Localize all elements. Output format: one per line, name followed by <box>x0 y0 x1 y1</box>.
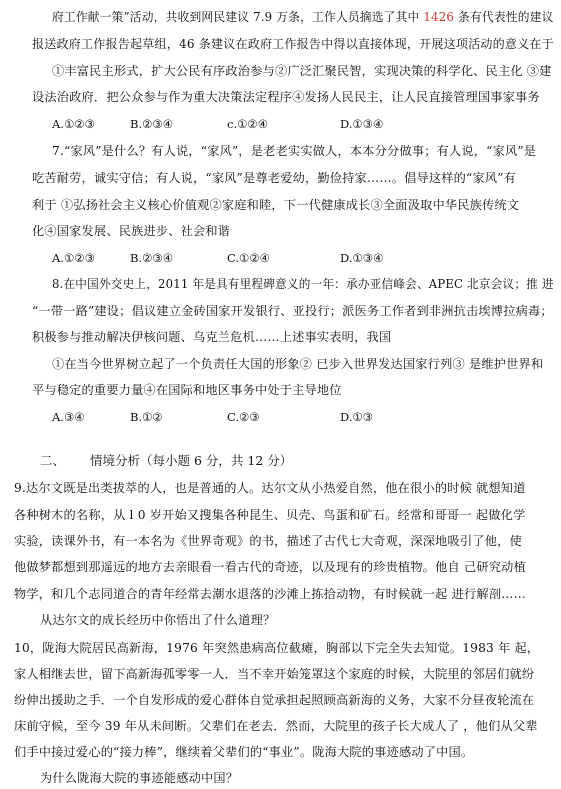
q9-question: 从达尔文的成长经历中你悟出了什么道理？ <box>40 613 276 627</box>
q9-line-2: 各种树木的名称，从 l 0 岁开始又搜集各种昆生、贝壳、鸟蛋和矿石。经常和哥哥一 起做化学 <box>14 508 526 522</box>
option-a: A.①②③ <box>52 117 95 131</box>
option-b: B.①② <box>130 410 163 424</box>
q6-line-4: 设法治政府．把公众参与作为重大决策法定程序④发扬人民民主，让人民直接管理国事家事务 <box>32 90 540 104</box>
q7-line-2: 吃苦耐劳，诚实守信；有人说，“家风”是尊老爱幼，勤俭持家……。倡导这样的“家风”有 <box>32 171 517 185</box>
q7-line-4: 化④国家发展、民族进步、社会和谐 <box>32 224 231 238</box>
option-c: C.①②④ <box>227 251 270 265</box>
q7-line-1: 7.“家风”是什么？有人说，“家风”，是老老实实做人，本本分分做事；有人说，“家风”是 <box>52 144 537 158</box>
q6-line-2: 报送政府工作报告起草组，46 条建议在政府工作报告中得以直接体现，开展这项活动的意义在于 <box>32 37 554 51</box>
option-d: D.①③ <box>340 410 374 424</box>
q10-question: 为什么陇海大院的事迹能感动中国？ <box>40 771 239 785</box>
option-b: B.②③④ <box>130 117 174 131</box>
highlighted-number: 1426 <box>423 10 455 24</box>
q10-line-1: 10，陇海大院居民高新海，1976 年突然患病高位截瘫，胸部以下完全失去知觉。1983 年 起， <box>14 641 540 655</box>
section-title: 情境分析（每小题 6 分，共 12 分） <box>90 453 293 468</box>
q6-line-3: ①丰富民主形式，扩大公民有序政治参与②广泛汇聚民智，实现决策的科学化、民主化 ③建 <box>52 64 552 78</box>
q8-line-3: 积极参与推动解决伊核问题、乌克兰危机……上述事实表明，我国 <box>32 330 392 344</box>
option-c: c.①②④ <box>227 117 269 131</box>
section-number: 二、 <box>40 453 66 468</box>
q8-line-2: “一带一路”建设；倡议建立金砖国家开发银行、亚投行；派医务工作者到非洲抗击埃博拉病毒； <box>32 304 553 318</box>
q9-line-4: 他做梦都想到那遥远的地方去亲眼看一看古代的奇迹，以及现有的珍贵植物。他自 己研究动植 <box>14 560 526 574</box>
option-a: A.③④ <box>52 410 85 424</box>
q10-line-5: 们手中接过爱心的“接力棒”，继续着父辈们的“事业”。陇海大院的事迹感动了中国。 <box>14 745 474 759</box>
option-d: D.①③④ <box>340 117 384 131</box>
q8-line-1: 8.在中国外交史上，2011 年是具有里程碑意义的一年：承办亚信峰会、APEC 北京会议；推 进 <box>52 277 554 291</box>
q10-line-4: 床前守候，至今 39 年从未间断。父辈们在老去．然而，大院里的孩子长大成人了 ，他们从父辈 <box>14 719 538 733</box>
option-a: A.①②③ <box>52 251 95 265</box>
q10-line-2: 家人相继去世，留下高新海孤零零一人．当不幸开始笼罩这个家庭的时候，大院里的邻居们就纷 <box>14 667 535 681</box>
q7-line-3: 利于 ①弘扬社会主义核心价值观②家庭和睦，下一代健康成长③全面汲取中华民族传统文 <box>32 198 520 212</box>
option-b: B.②③④ <box>130 251 174 265</box>
q9-line-3: 实验，读课外书，有一本名为《世界奇观》的书，描述了古代七大奇观，深深地吸引了他，使 <box>14 534 522 548</box>
option-c: C.②③ <box>227 410 260 424</box>
q9-line-1: 9.达尔文既是出类拔萃的人，也是普通的人。达尔文从小热爱自然，他在很小的时候 就想知道 <box>14 481 526 495</box>
q6-line-1: 府工作献一策”活动，共收到网民建议 7.9 万条，工作人员摘选了其中 1426 条有代表性的建议 <box>52 10 554 24</box>
q9-line-5: 物学，和几个志同道合的青年经常去潮水退落的沙滩上拣拾动物，有时候就一起 进行解剖…… <box>14 587 526 601</box>
q8-line-4: ①在当今世界树立起了一个负责任大国的形象② 已步入世界发达国家行列③ 是维护世界和 <box>52 357 544 371</box>
option-d: D.①③④ <box>340 251 384 265</box>
q8-line-5: 平与稳定的重要力量④在国际和地区事务中处于主导地位 <box>32 383 342 397</box>
q10-line-3: 纷伸出援助之手．一个自发形成的爱心群体自觉承担起照顾高新海的义务，大家不分昼夜轮流在 <box>14 693 535 707</box>
